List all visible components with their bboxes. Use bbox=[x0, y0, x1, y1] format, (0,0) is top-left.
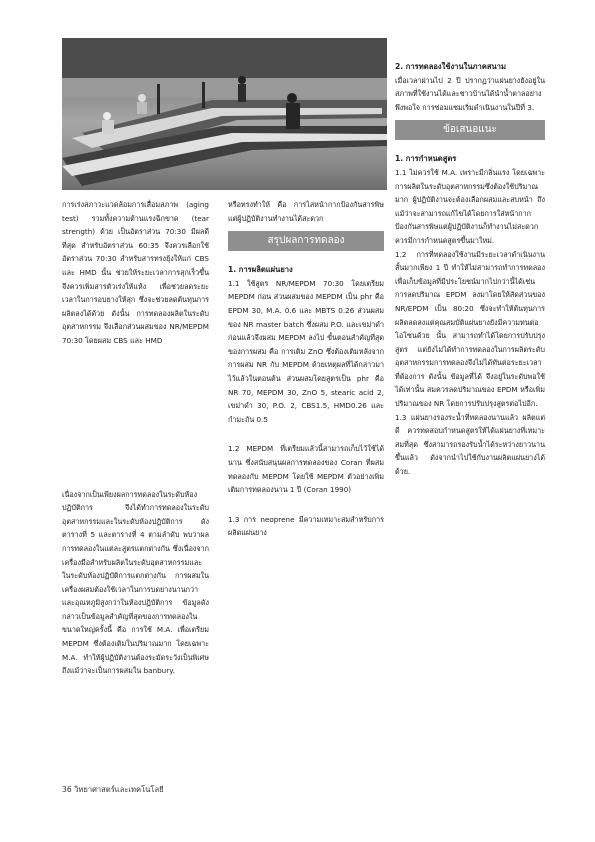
subsection-title: 1. การผลิตแผ่นยาง bbox=[228, 265, 293, 275]
page-footer bbox=[62, 784, 164, 796]
paragraph: 1.2 การที่ทดลองใช้งานมีระยะเวลาดำเนินงานสั้นมากเพียง 1 ปี ทำให้ไม่สามารถทำการทดลองเพื่อเก็บข้อมูลที่มีประโยชน์มากไปกว่านี้ได้เช่น การลดปริมาณ EPDM ลงมาโดยให้สัดส่วนของ NR/EPDM เป็น 80:20 ซึ่งจะทำให้ต้นทุนการผลิตลดลงแต่คุณสมบัติแผ่นยางยังมีความทนต่อโอโซนด้วย นั้น สามารถทำได้โดยการปรับปรุงสูตร แต่ยังไม่ได้ทำการทดลองในการผลิตระดับอุตสาหกรรมการทดลองจึงไม่ได้ทันต่อระยะเวลาที่ต้องการ ดังนั้น ข้อมูลที่ได้ จึงอยู่ในระดับพอใช้ได้เท่านั้น สมควรลดปริมาณของ EPDM หรือเพิ่มปริมาณของ NR โดยการปรับปรุงสูตรต่อไปอีก. bbox=[395, 249, 545, 409]
paragraph: 1.1 ไม่ควรใช้ M.A. เพราะมีกลิ่นแรง โดยเฉพาะการผลิตในระดับอุตสาหกรรมซึ่งต้องใช้ปริมาณมาก ผู้ปฏิบัติงานจะต้องเลือกผสมและสบหน้า ถึงแม้ว่าจะสามารถแก้ไขได้โดยการใส่หน้ากากป้องกันสารพิษแต่ผู้ปฏิบัติงานก็ทำงานไม่สะดวก ควรมีการกำหนดสูตรขึ้นมาใหม่. bbox=[395, 167, 545, 245]
section-heading-recommendations: ข้อเสนอแนะ bbox=[395, 120, 545, 140]
paragraph: 1.3 การ neoprene มีความเหมาะสมสำหรับการผลิตแผ่นยาง bbox=[228, 514, 384, 538]
subsection-title: 2. การทดลองใช้งานในภาคสนาม bbox=[395, 62, 506, 71]
paragraph: เนื่องจากเป็นเพียงผลการทดลองในระดับห้องปฏิบัติการ จึงได้ทำการทดลองในระดับอุตสาหกรรมและในระดับห้องปฏิบัติการ ดังตารางที่ 5 และตารางที่ 4 ตามลำดับ พบว่าผลการทดลองในแต่ละสูตรแตกต่างกัน ซึ่งเนื่องจากเครื่องมือสำหรับผลิตในระดับอุตสาหกรรมและในระดับห้องปฏิบัติการแตกต่างกัน การผสมในเครื่องผสมต้องใช้เวลาในการบดยางนานกว่า และอุณหภูมิสูงกว่าในห้องปฏิบัติการ ข้อมูลดังกล่าวเป็นข้อมูลสำคัญที่สุดของการทดลองในขนาดใหญ่ครั้งนี้ คือ การใช้ M.A. เพื่อเตรียม MEPDM ซึ่งต้องเติมในปริมาณมาก โดยเฉพาะ M.A. ทำให้ผู้ปฏิบัติงานต้องระมัดระวังเป็นพิเศษ ถึงแม้ว่าจะเป็นการผสมใน banbury. bbox=[62, 489, 209, 676]
paragraph: หรือทรงทำให้ คือ การไล่หน้ากากป้องกันสารพิษ แต่ผู้ปฏิบัติงานทำงานได้สะดวก bbox=[228, 200, 384, 223]
section-heading-conclusion: สรุปผลการทดลอง bbox=[228, 231, 384, 251]
column-right bbox=[395, 60, 545, 479]
subsection-title: 1. การกำหนดสูตร bbox=[395, 154, 457, 164]
paragraph: เมื่อเวลาผ่านไป 2 ปี ปรากฏว่าแผ่นยางยังอยู่ในสภาพที่ใช้งานได้และชาวบ้านได้นำน้ำตาลอย่างพึงพอใจ การซ่อมแซมเริ่มดำเนินงานในปีที่ 3. bbox=[395, 75, 545, 112]
column-middle bbox=[228, 198, 384, 540]
paragraph: 1.3 แผ่นยางรองระน้ำที่ทดลองนานแล้ว ผลิตแต่ดี ควรทดสอบกำหนดสูตรให้ได้แผ่นยางที่เหมาะสมที่สุด ซึ่งสามารถรองรับน้ำได้ระหว่างยาวนานขึ้นแล้ว ดังจากนำไปใช้กับงานผลิตแผ่นยางได้ด้วย. bbox=[395, 412, 545, 477]
page-number: 36 bbox=[62, 785, 72, 794]
column-left bbox=[62, 198, 209, 678]
paragraph: 1.2 MEPDM ที่เตรียมแล้วนี้สามารถเก็บไว้ใช้ได้นาน ซึ่งสนับสนุนผลการทดลองของ Coran ที่ผสมทดลองกับ MEPDM โดยใช้ MEPDM ตัวอย่างเพิ่มเติมการทดลองนาน 1 ปี (Coran 1990) bbox=[228, 444, 384, 495]
journal-name: วิทยาศาสตร์และเทคโนโลยี bbox=[74, 785, 164, 794]
paragraph: การเร่งสภาวะแวดล้อมการเสื่อมสภาพ (aging test) รวมทั้งความต้านแรงฉีกขาด (tear strength) ด้วย เป็นอัตราส่วน 70:30 มีผลดีที่สุด สำหรับอัตราส่วน 60:35 จึงควรเลือกใช้อัตราส่วน 70:30 สำหรับสารทรงยุ้งให้แก่ CBS และ HMD นั้น ช่วยให้ระยะเวลาการสุกเร็วขึ้น จึงควรเพิ่มสารตัวเร่งให้แห้ง เพื่อช่วยลดระยะเวลาในการอบยางให้สุก ซึ่งจะช่วยลดต้นทุนการผลิตลงได้ด้วย ดังนั้น การทดลองผลิตในระดับอุตสาหกรรม จึงเลือกส่วนผสมของ NR/MEPDM 70:30 โดยผสม CBS และ HMD bbox=[62, 200, 209, 345]
photo-rubber-sheet-field-test bbox=[62, 38, 387, 190]
paragraph: 1.1 ใช้สูตร NR/MEPDM 70:30 โดยเตรียม MEPDM ก่อน ส่วนผสมของ MEPDM เป็น phr คือ EPDM 30, M.A. 0.6 และ MBTS 0.26 ส่วนผสมของ NR master batch ซึ่งผสม P.O. และเขม่าดำก่อนแล้วจึงผสม MEPDM ลงไป ขั้นตอนสำคัญที่สุดของการผสม คือ การเติม ZnO ซึ่งต้องเติมหลังจากการผสม NR กับ MEPDM ด้วยเหตุผลที่ได้กล่าวมาไว้แล้วในตอนต้น ส่วนผสมโดยสูตรเป็น phr คือ NR 70, MEPDM 30, ZnO 5, stearic acid 2, เขม่าดำ 30, P.O. 2, CBS1.5, HMD0.26 และกำมะถัน 0.5 bbox=[228, 278, 384, 424]
